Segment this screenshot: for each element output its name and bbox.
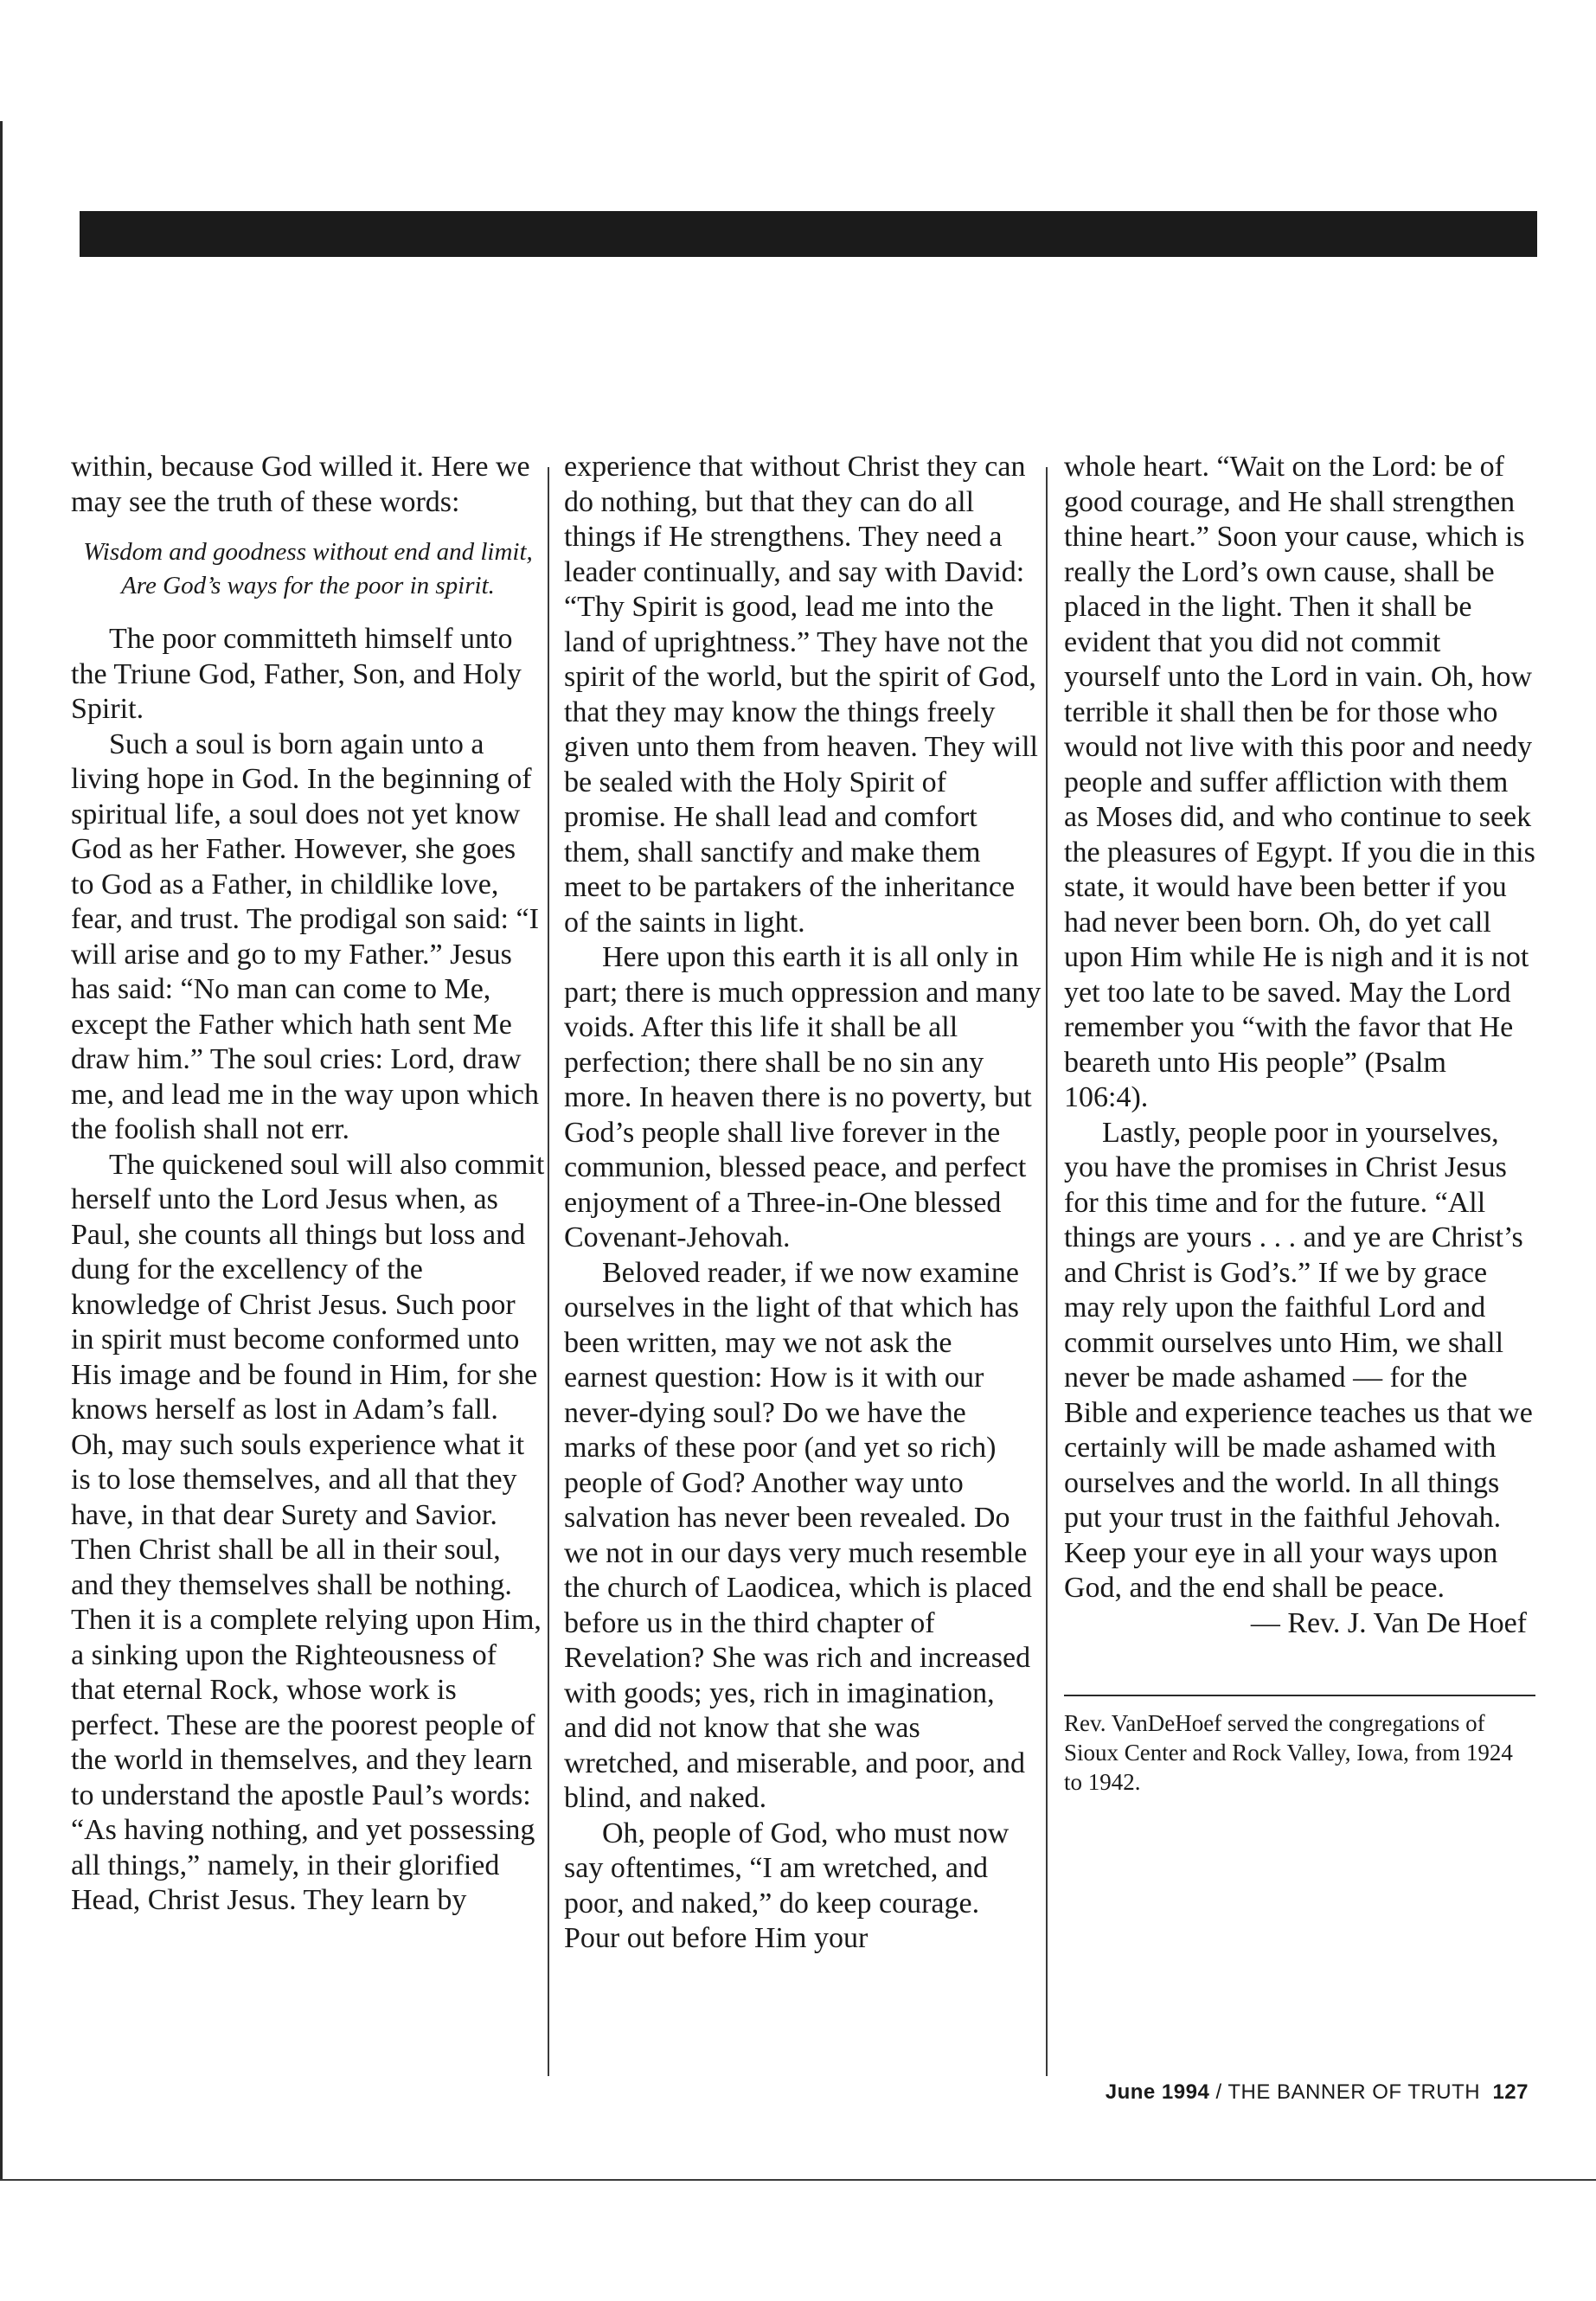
- page-number: 127: [1492, 2080, 1529, 2104]
- poem-line: Are God’s ways for the poor in spirit.: [121, 572, 495, 599]
- column-2: [564, 450, 1042, 1957]
- footnote-divider: [1064, 1695, 1535, 1696]
- paragraph: experience that without Christ they can do nothing, but that they can do all things if He strengthens. They need a leader continually, and say with David: “Thy Spirit is good, lead me into the land of uprightness.” They have not the spirit of the world, but the spirit of God, that they may know the things freely given unto them from heaven. They will be sealed with the Holy Spirit of promise. He shall lead and comfort them, shall sanctify and make them meet to be partakers of the inheritance of the saints in light.: [564, 451, 1038, 939]
- column-rule-1: [548, 467, 549, 2076]
- paragraph: The poor committeth himself unto the Triune God, Father, Son, and Holy Spirit.: [71, 623, 522, 725]
- poem-quote: [71, 535, 545, 603]
- author-footnote: Rev. VanDeHoef served the congregations of Sioux Center and Rock Valley, Iowa, from 1924 to 1942.: [1064, 1710, 1513, 1795]
- poem-line: Wisdom and goodness without end and limit,: [83, 538, 533, 566]
- paragraph: Lastly, people poor in yourselves, you have the promises in Christ Jesus for this time and for the future. “All things are yours . . . and ye are Christ’s and Christ is God’s.” If we by grace may rely upon the faithful Lord and commit ourselves unto Him, we shall never be made ashamed — for the Bible and experience teaches us that we certainly will be made ashamed with ourselves and the world. In all things put your trust in the faithful Jehovah. Keep your eye in all your ways upon God, and the end shall be peace.: [1064, 1116, 1533, 1604]
- scan-left-edge: [0, 121, 3, 2180]
- paragraph: Beloved reader, if we now examine ourselves in the light of that which has been written, may we not ask the earnest question: How is it with our never-dying soul? Do we have the marks of these poor (and yet so rich) people of God? Another way unto salvation has never been revealed. Do we not in our days very much resemble the church of Laodicea, which is placed before us in the third chapter of Revelation? She was rich and increased with goods; yes, rich in imagination, and did not know that she was wretched, and miserable, and poor, and blind, and naked.: [564, 1256, 1032, 1814]
- author-signature: — Rev. J. Van De Hoef: [1250, 1606, 1527, 1639]
- issue-date: June 1994: [1105, 2080, 1210, 2104]
- paragraph: within, because God willed it. Here we may see the truth of these words:: [71, 451, 530, 518]
- paragraph: whole heart. “Wait on the Lord: be of good courage, and He shall strengthen thine heart.” Soon your cause, which is really the Lord’s own cause, shall be placed in the light. Then it shall be evident that you did not commit yourself unto the Lord in vain. Oh, how terrible it shall then be for those who would not live with this poor and needy people and suffer affliction with them as Moses did, and who continue to seek the pleasures of Egypt. If you die in this state, it would have been better if you had never been born. Oh, do yet call upon Him while He is nigh and it is not yet too late to be saved. May the Lord remember you “with the favor that He beareth unto His people” (Psalm 106:4).: [1064, 451, 1535, 1113]
- column-1: [71, 450, 545, 1919]
- scan-bottom-edge: [0, 2179, 1596, 2181]
- paragraph: Oh, people of God, who must now say oftentimes, “I am wretched, and poor, and naked,” do keep courage. Pour out before Him your: [564, 1817, 1010, 1954]
- footer-separator: /: [1215, 2080, 1222, 2104]
- publication-title: THE BANNER OF TRUTH: [1227, 2080, 1481, 2104]
- page-footer: [1106, 2080, 1529, 2105]
- paragraph: Here upon this earth it is all only in part; there is much oppression and many voids. After this life it shall be all perfection; there shall be no sin any more. In heaven there is no poverty, but God’s people shall live forever in the communion, blessed peace, and perfect enjoyment of a Three-in-One blessed Covenant-Jehovah.: [564, 941, 1042, 1253]
- paragraph: Such a soul is born again unto a living hope in God. In the beginning of spiritual life, a soul does not yet know God as her Father. However, she goes to God as a Father, in childlike love, fear, and trust. The prodigal son said: “I will arise and go to my Father.” Jesus has said: “No man can come to Me, except the Father which hath sent Me draw him.” The soul cries: Lord, draw me, and lead me in the way upon which the foolish shall not err.: [71, 727, 540, 1145]
- column-3: [1064, 450, 1535, 1797]
- paragraph: The quickened soul will also commit herself unto the Lord Jesus when, as Paul, she counts all things but loss and dung for the excellency of the knowledge of Christ Jesus. Such poor in spirit must become conformed unto His image and be found in Him, for she knows herself as lost in Adam’s fall. Oh, may such souls experience what it is to lose themselves, and all that they have, in that dear Surety and Savior. Then Christ shall be all in their soul, and they themselves shall be nothing. Then it is a complete relying upon Him, a sinking upon the Righteousness of that eternal Rock, whose work is perfect. These are the poorest people of the world in themselves, and they learn to understand the apostle Paul’s words: “As having nothing, and yet possessing all things,” namely, in their glorified Head, Christ Jesus. They learn by: [71, 1148, 545, 1916]
- column-rule-2: [1046, 467, 1048, 2076]
- header-bar: [80, 211, 1537, 257]
